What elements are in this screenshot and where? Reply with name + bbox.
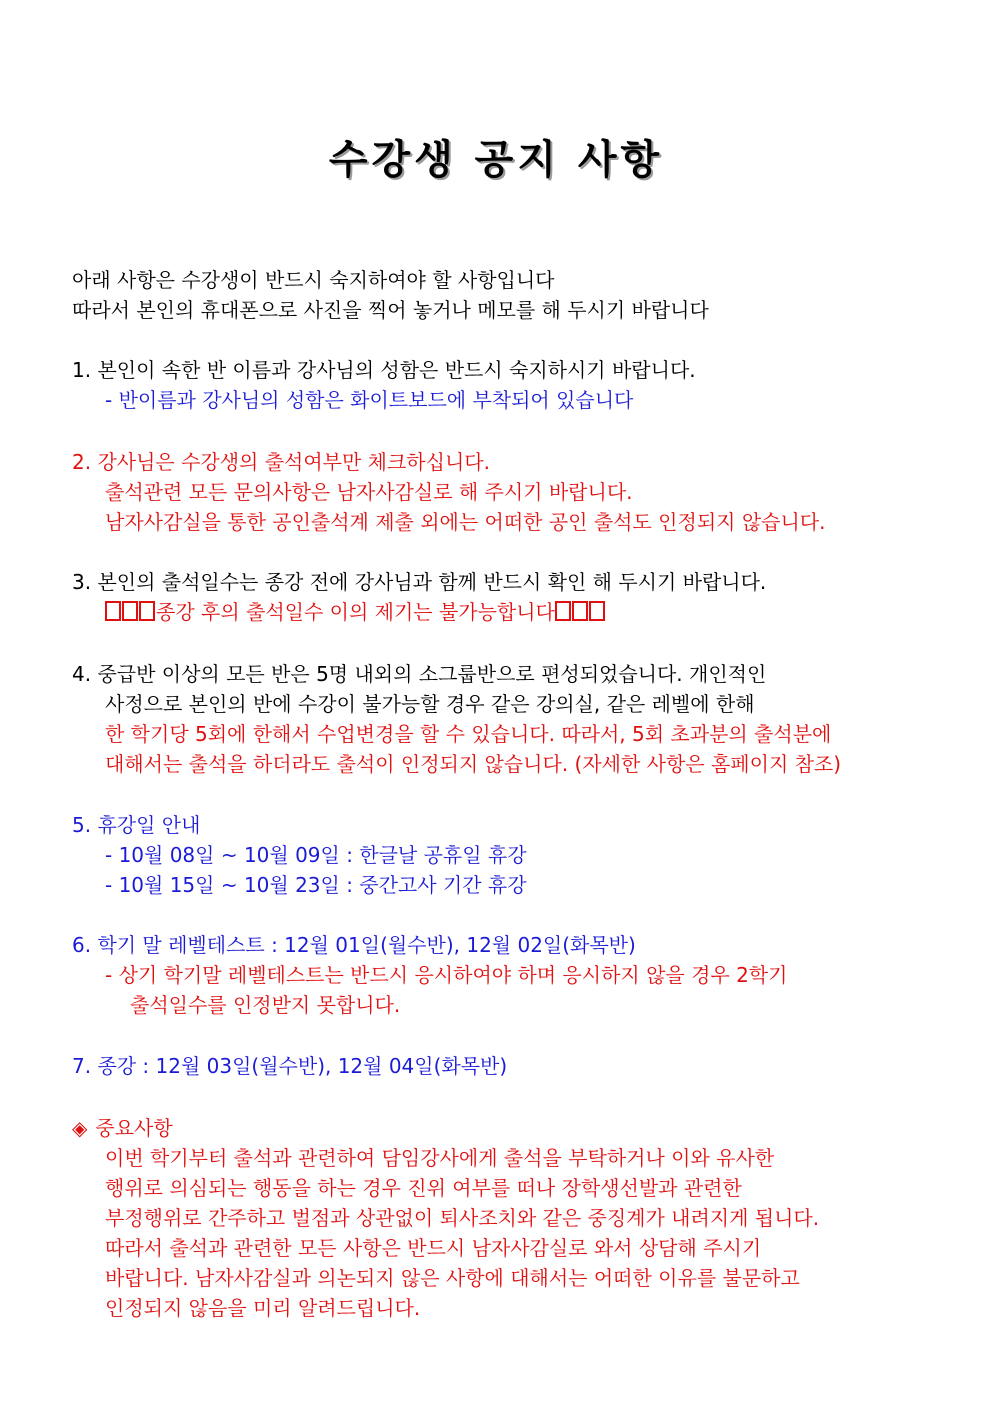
item-5-sub-1: - 10월 08일 ~ 10월 09일 : 한글날 공휴일 휴강: [105, 843, 527, 867]
important-title: 중요사항: [95, 1116, 173, 1140]
important-heading: [72, 1113, 173, 1143]
diamond-icon: ◈: [72, 1116, 88, 1140]
item-4-line-4: 대해서는 출석을 하더라도 출석이 인정되지 않습니다. (자세한 사항은 홈페이지 참조): [105, 752, 842, 776]
box-icon: [105, 601, 121, 621]
important-line-3: 부정행위로 간주하고 벌점과 상관없이 퇴사조치와 같은 중징계가 내려지게 됩니다.: [105, 1206, 820, 1230]
item-4-line-2: 사정으로 본인의 반에 수강이 불가능할 경우 같은 강의실, 같은 레벨에 한해: [105, 692, 755, 716]
box-icon: [555, 601, 571, 621]
item-6-title: 6. 학기 말 레벨테스트 : 12월 01일(월수반), 12월 02일(화목반): [72, 933, 636, 957]
item-4-line-1: 4. 중급반 이상의 모든 반은 5명 내외의 소그룹반으로 편성되었습니다. 개인적인: [72, 662, 767, 686]
item-6-sub-1: - 상기 학기말 레벨테스트는 반드시 응시하여야 하며 응시하지 않을 경우 2학기: [105, 963, 788, 987]
item-4-line-3: 한 학기당 5회에 한해서 수업변경을 할 수 있습니다. 따라서, 5회 초과분의 출석분에: [105, 722, 832, 746]
item-5-title: 5. 휴강일 안내: [72, 813, 201, 837]
important-line-6: 인정되지 않음을 미리 알려드립니다.: [105, 1296, 421, 1320]
important-line-1: 이번 학기부터 출석과 관련하여 담임강사에게 출석을 부탁하거나 이와 유사한: [105, 1146, 775, 1170]
box-icon: [589, 601, 605, 621]
important-line-2: 행위로 의심되는 행동을 하는 경우 진위 여부를 떠나 장학생선발과 관련한: [105, 1176, 742, 1200]
box-icon: [139, 601, 155, 621]
item-2-line-1: 2. 강사님은 수강생의 출석여부만 체크하십니다.: [72, 450, 490, 474]
item-3-line-1: 3. 본인의 출석일수는 종강 전에 강사님과 함께 반드시 확인 해 두시기 바랍니다.: [72, 570, 767, 594]
item-1-sub: - 반이름과 강사님의 성함은 화이트보드에 부착되어 있습니다: [105, 388, 634, 412]
item-3-line-2: [105, 597, 606, 627]
box-icon: [572, 601, 588, 621]
box-icon: [122, 601, 138, 621]
important-line-4: 따라서 출석과 관련한 모든 사항은 반드시 남자사감실로 와서 상담해 주시기: [105, 1236, 762, 1260]
important-line-5: 바랍니다. 남자사감실과 의논되지 않은 사항에 대해서는 어떠한 이유를 불문하고: [105, 1266, 800, 1290]
item-7-title: 7. 종강 : 12월 03일(월수반), 12월 04일(화목반): [72, 1054, 508, 1078]
intro-line-2: 따라서 본인의 휴대폰으로 사진을 찍어 놓거나 메모를 해 두시기 바랍니다: [72, 298, 709, 322]
item-2-line-2: 출석관련 모든 문의사항은 남자사감실로 해 주시기 바랍니다.: [105, 480, 633, 504]
item-3-line-2-text: 종강 후의 출석일수 이의 제기는 불가능합니다: [156, 600, 555, 624]
item-5-sub-2: - 10월 15일 ~ 10월 23일 : 중간고사 기간 휴강: [105, 873, 527, 897]
item-1-main: 1. 본인이 속한 반 이름과 강사님의 성함은 반드시 숙지하시기 바랍니다.: [72, 358, 696, 382]
item-2-line-3: 남자사감실을 통한 공인출석계 제출 외에는 어떠한 공인 출석도 인정되지 않습니다.: [105, 510, 826, 534]
intro-line-1: 아래 사항은 수강생이 반드시 숙지하여야 할 사항입니다: [72, 268, 555, 292]
item-6-sub-2: 출석일수를 인정받지 못합니다.: [130, 993, 401, 1017]
page-title: 수강생 공지 사항: [328, 137, 664, 183]
